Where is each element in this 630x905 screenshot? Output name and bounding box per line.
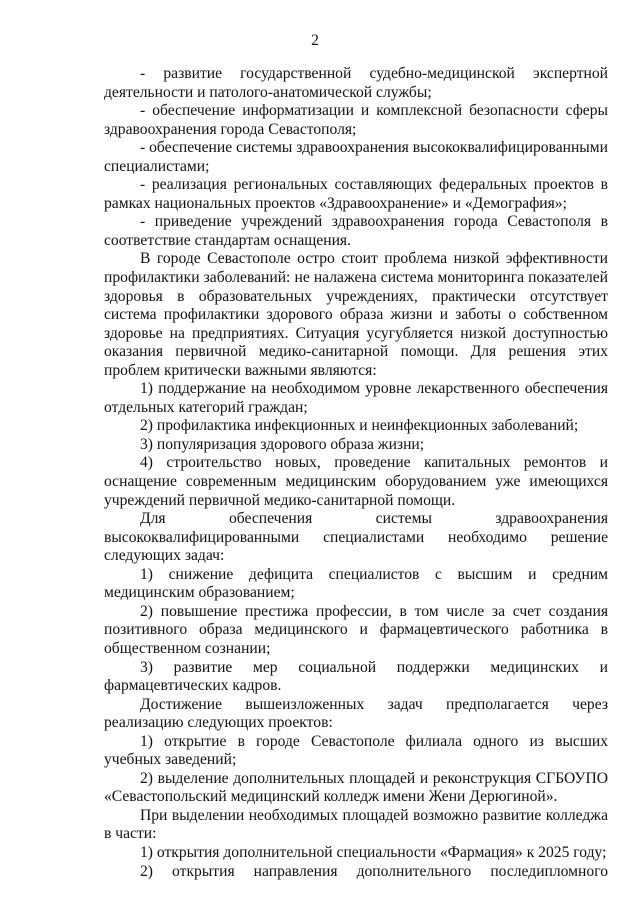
paragraph: 2) повышение престижа профессии, в том числе за счет создания позитивного образа медицинского и фармацевтического работника в общественном сознании; [104, 602, 608, 657]
paragraph: - приведение учреждений здравоохранения города Севастополя в соответствие стандартам оснащения. [104, 213, 608, 249]
paragraph: - обеспечение системы здравоохранения высококвалифицированными специалистами; [104, 139, 608, 175]
paragraph: 2) открытия направления дополнительного последипломного [140, 862, 608, 880]
paragraph: 1) поддержание на необходимом уровне лекарственного обеспечения отдельных категорий граждан; [104, 380, 608, 416]
paragraph: 2) выделение дополнительных площадей и реконструкция СГБОУПО «Севастопольский медицинский колледж имени Жени Дерюгиной». [104, 769, 608, 806]
paragraph: 1) снижение дефицита специалистов с высшим и средним медицинским образованием; [104, 565, 608, 602]
paragraph: - развитие государственной судебно-медицинской экспертной деятельности и патолого-анатомической службы; [104, 65, 608, 101]
paragraph: 4) строительство новых, проведение капитальных ремонтов и оснащение современным медицинским оборудованием уже имеющихся учреждений первичной медико-санитарной помощи. [104, 454, 608, 509]
paragraph: Достижение вышеизложенных задач предполагается через реализацию следующих проектов: [104, 695, 608, 732]
paragraph: 1) открытие в городе Севастополе филиала одного из высших учебных заведений; [104, 732, 608, 769]
paragraph: - обеспечение информатизации и комплексной безопасности сферы здравоохранения города Севастополя; [104, 102, 608, 138]
paragraph: - реализация региональных составляющих федеральных проектов в рамках национальных проектов «Здравоохранение» и «Демография»; [104, 176, 608, 212]
page-number: 2 [311, 32, 319, 49]
paragraph: В городе Севастополе остро стоит проблема низкой эффективности профилактики заболеваний: не налажена система мониторинга показателей здоровья в образовательных учреждениях, практически отсутствует система профилактики здорового образа жизни и заботы о собственном здоровье на предприятиях. Ситуация усугубляется низкой доступностью оказания первичной медико-санитарной помощи. Для решения этих проблем критически важными являются: [104, 250, 608, 379]
paragraph: 1) открытия дополнительной специальности «Фармация» к 2025 году; [140, 843, 607, 861]
document-body [104, 65, 608, 881]
paragraph: 2) профилактика инфекционных и неинфекционных заболеваний; [140, 417, 579, 435]
paragraph: Для обеспечения системы здравоохранения высококвалифицированными специалистами необходимо решение следующих задач: [104, 510, 608, 565]
paragraph: При выделении необходимых площадей возможно развитие колледжа в части: [104, 806, 608, 843]
paragraph: 3) популяризация здорового образа жизни; [140, 435, 425, 453]
paragraph: 3) развитие мер социальной поддержки медицинских и фармацевтических кадров. [104, 658, 608, 695]
